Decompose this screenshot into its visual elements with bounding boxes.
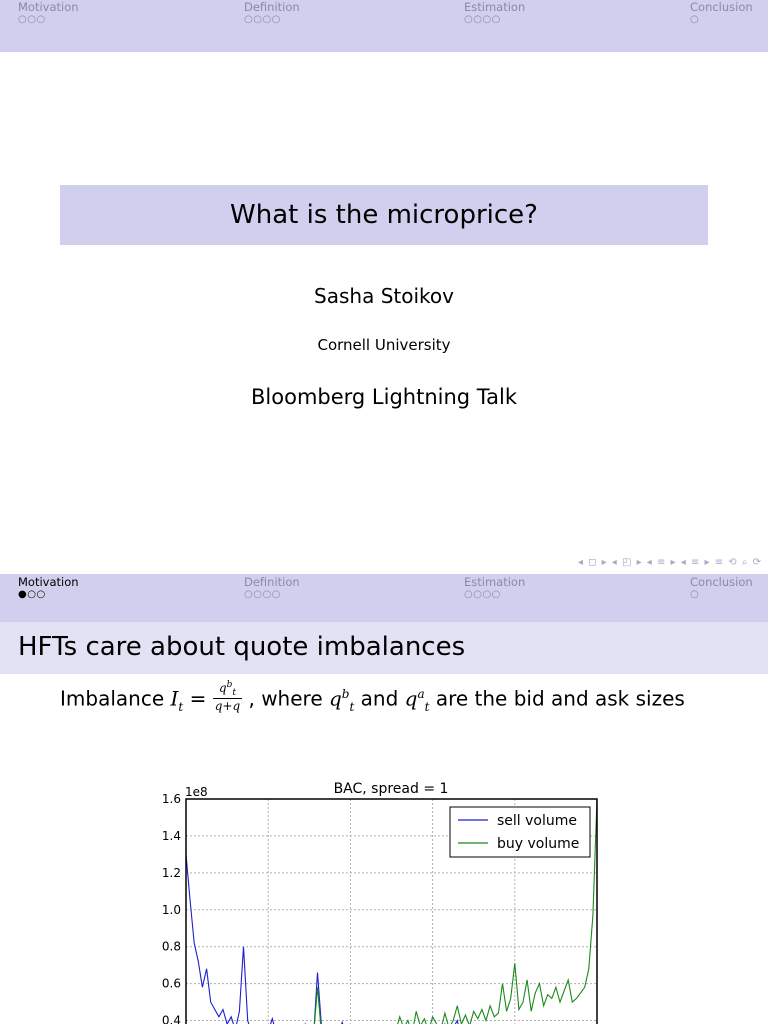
nav-section-label: Definition (244, 575, 300, 589)
nav-section-dots: ○○○○ (244, 14, 281, 25)
formula-qa-sup: a (417, 687, 425, 702)
author-name: Sasha Stoikov (314, 284, 454, 308)
formula-qa-sub: t (424, 699, 430, 714)
formula-qa: q (404, 686, 418, 711)
formula-qb-sub: t (349, 699, 355, 714)
frac-num-sub: t (232, 688, 236, 699)
formula-eq: = (189, 686, 207, 711)
formula-qb: q (328, 686, 342, 711)
imbalance-formula (60, 680, 685, 717)
nav-section-label: Motivation (18, 575, 79, 589)
slide-title-box (60, 185, 708, 245)
y-tick-label: 1.2 (161, 865, 181, 880)
formula-mid: , where (248, 686, 323, 711)
nav-section-dots: ●○○ (18, 589, 46, 600)
frame-title-bar (0, 622, 768, 674)
y-tick-label: 1.6 (161, 792, 181, 806)
nav-section-label: Conclusion (690, 575, 753, 589)
nav-section-dots: ○○○○ (464, 589, 501, 600)
formula-qb-sup: b (341, 687, 350, 702)
chart-offset-label: 1e8 (185, 785, 208, 799)
y-tick-label: 0.4 (161, 1013, 181, 1024)
presentation-title: What is the microprice? (230, 200, 538, 230)
nav-section-estimation[interactable] (464, 1, 525, 26)
nav-section-motivation[interactable] (18, 1, 79, 26)
nav-section-motivation-active[interactable] (18, 576, 79, 601)
nav-section-label: Estimation (464, 575, 526, 589)
event-name: Bloomberg Lightning Talk (251, 385, 517, 409)
nav-section-dots: ○ (690, 589, 700, 600)
nav-section-label: Definition (244, 0, 300, 14)
volume-chart (0, 774, 768, 1024)
formula-tail: are the bid and ask sizes (435, 686, 685, 711)
top-navbar (0, 0, 768, 52)
frac-num-sup: b (226, 680, 233, 690)
beamer-navigation-icons[interactable]: ◂ ◻ ▸ ◂ ◰ ▸ ◂ ≡ ▸ ◂ ≡ ▸ ≡ ⟲ ⌕ ⟳ (577, 557, 762, 568)
nav-section-conclusion[interactable] (690, 576, 753, 601)
formula-lead: Imbalance (60, 686, 165, 711)
nav-section-estimation[interactable] (464, 576, 525, 601)
chart-title: BAC, spread = 1 (333, 781, 449, 797)
top-navbar-slide2 (0, 574, 768, 622)
y-tick-label: 1.4 (161, 828, 181, 843)
nav-section-definition[interactable] (244, 576, 300, 601)
institute-name: Cornell University (317, 336, 451, 354)
nav-section-conclusion[interactable] (690, 1, 753, 26)
nav-section-label: Conclusion (690, 0, 753, 14)
nav-section-label: Estimation (464, 0, 526, 14)
nav-section-label: Motivation (18, 0, 79, 14)
legend-label-sell: sell volume (497, 813, 578, 829)
nav-section-dots: ○○○○ (244, 589, 281, 600)
frac-denominator: q+q (214, 699, 241, 714)
formula-symbol: I (170, 686, 179, 711)
frame-title: HFTs care about quote imbalances (18, 632, 466, 662)
y-tick-label: 1.0 (161, 902, 181, 917)
formula-fraction (213, 679, 242, 713)
nav-section-dots: ○ (690, 14, 700, 25)
y-tick-label: 0.8 (161, 939, 181, 954)
formula-symbol-sub: t (178, 699, 184, 714)
nav-section-dots: ○○○ (18, 14, 46, 25)
legend-label-buy: buy volume (497, 836, 580, 852)
chart-legend (450, 807, 590, 857)
formula-and: and (360, 686, 399, 711)
nav-section-definition[interactable] (244, 1, 300, 26)
nav-section-dots: ○○○○ (464, 14, 501, 25)
frac-numerator: q (218, 681, 227, 695)
series-line-sell-volume (186, 854, 461, 1024)
y-tick-label: 0.6 (161, 976, 181, 991)
